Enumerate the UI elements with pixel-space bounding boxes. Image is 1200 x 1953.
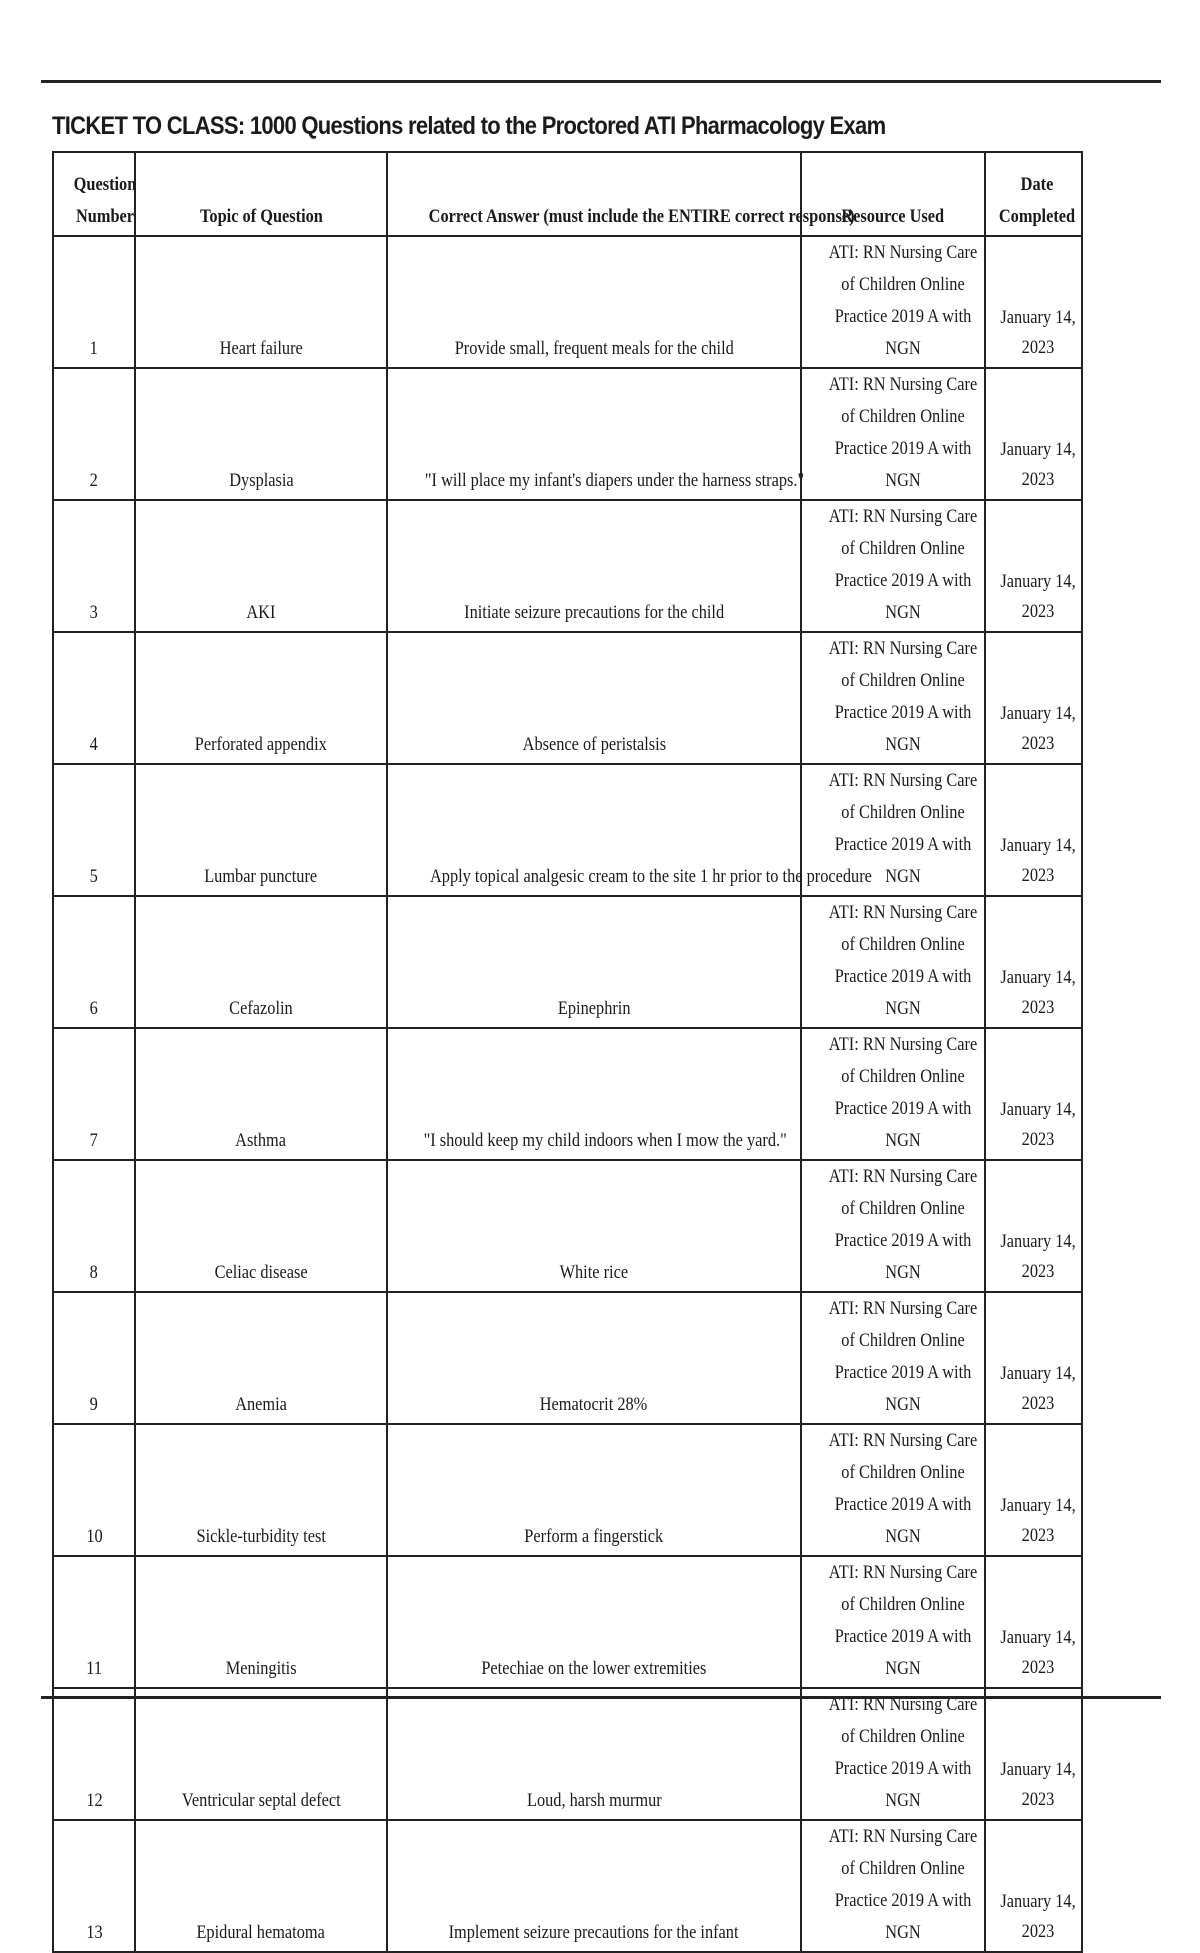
cell-resource: ATI: RN Nursing Care of Children Online Practice 2019 A with NGN: [801, 1820, 985, 1952]
cell-topic: AKI: [135, 500, 387, 632]
cell-date: January 14, 2023: [985, 236, 1082, 368]
cell-date: January 14, 2023: [985, 1688, 1082, 1820]
table-body: [53, 236, 1082, 1952]
cell-topic: Asthma: [135, 1028, 387, 1160]
table-row: [53, 632, 1082, 764]
cell-question-number: 1: [53, 236, 135, 368]
table-row: [53, 1556, 1082, 1688]
cell-date: January 14, 2023: [985, 500, 1082, 632]
cell-topic: Sickle-turbidity test: [135, 1424, 387, 1556]
cell-question-number: 12: [53, 1688, 135, 1820]
questions-table: [52, 151, 1083, 1953]
cell-correct-answer: Absence of peristalsis: [387, 632, 801, 764]
table-row: [53, 764, 1082, 896]
cell-date: January 14, 2023: [985, 764, 1082, 896]
bottom-divider: [41, 1696, 1161, 1699]
top-divider: [41, 80, 1161, 83]
cell-question-number: 4: [53, 632, 135, 764]
table-row: [53, 1820, 1082, 1952]
cell-resource: ATI: RN Nursing Care of Children Online Practice 2019 A with NGN: [801, 1424, 985, 1556]
cell-resource: ATI: RN Nursing Care of Children Online Practice 2019 A with NGN: [801, 500, 985, 632]
cell-date: January 14, 2023: [985, 632, 1082, 764]
cell-date: January 14, 2023: [985, 1160, 1082, 1292]
page-title: TICKET TO CLASS: 1000 Questions related to the Proctored ATI Pharmacology Exam: [52, 112, 886, 140]
cell-question-number: 8: [53, 1160, 135, 1292]
cell-question-number: 5: [53, 764, 135, 896]
cell-correct-answer: Loud, harsh murmur: [387, 1688, 801, 1820]
cell-resource: ATI: RN Nursing Care of Children Online Practice 2019 A with NGN: [801, 632, 985, 764]
cell-date: January 14, 2023: [985, 1424, 1082, 1556]
cell-correct-answer: Initiate seizure precautions for the child: [387, 500, 801, 632]
table-row: [53, 1424, 1082, 1556]
cell-question-number: 6: [53, 896, 135, 1028]
cell-topic: Dysplasia: [135, 368, 387, 500]
cell-correct-answer: Perform a fingerstick: [387, 1424, 801, 1556]
table-row: [53, 1688, 1082, 1820]
cell-question-number: 13: [53, 1820, 135, 1952]
cell-topic: Heart failure: [135, 236, 387, 368]
cell-correct-answer: Epinephrin: [387, 896, 801, 1028]
table-row: [53, 1028, 1082, 1160]
cell-topic: Perforated appendix: [135, 632, 387, 764]
cell-topic: Lumbar puncture: [135, 764, 387, 896]
cell-correct-answer: "I should keep my child indoors when I mow the yard.": [387, 1028, 801, 1160]
header-date: Date Completed: [985, 152, 1082, 236]
cell-correct-answer: Hematocrit 28%: [387, 1292, 801, 1424]
cell-question-number: 2: [53, 368, 135, 500]
table-row: [53, 1160, 1082, 1292]
cell-correct-answer: Implement seizure precautions for the infant: [387, 1820, 801, 1952]
cell-resource: ATI: RN Nursing Care of Children Online Practice 2019 A with NGN: [801, 368, 985, 500]
cell-resource: ATI: RN Nursing Care of Children Online Practice 2019 A with NGN: [801, 236, 985, 368]
cell-correct-answer: Apply topical analgesic cream to the site 1 hr prior to the procedure: [387, 764, 801, 896]
cell-correct-answer: Petechiae on the lower extremities: [387, 1556, 801, 1688]
cell-topic: Ventricular septal defect: [135, 1688, 387, 1820]
header-row: [53, 152, 1082, 236]
cell-topic: Meningitis: [135, 1556, 387, 1688]
cell-topic: Cefazolin: [135, 896, 387, 1028]
cell-correct-answer: White rice: [387, 1160, 801, 1292]
cell-date: January 14, 2023: [985, 1556, 1082, 1688]
cell-resource: ATI: RN Nursing Care of Children Online Practice 2019 A with NGN: [801, 1688, 985, 1820]
cell-correct-answer: Provide small, frequent meals for the child: [387, 236, 801, 368]
table-row: [53, 500, 1082, 632]
cell-topic: Celiac disease: [135, 1160, 387, 1292]
table-row: [53, 368, 1082, 500]
cell-topic: Epidural hematoma: [135, 1820, 387, 1952]
cell-question-number: 3: [53, 500, 135, 632]
cell-resource: ATI: RN Nursing Care of Children Online Practice 2019 A with NGN: [801, 896, 985, 1028]
header-question-number: Question Number: [53, 152, 135, 236]
cell-resource: ATI: RN Nursing Care of Children Online Practice 2019 A with NGN: [801, 1160, 985, 1292]
table-row: [53, 236, 1082, 368]
table-row: [53, 1292, 1082, 1424]
cell-resource: ATI: RN Nursing Care of Children Online Practice 2019 A with NGN: [801, 1028, 985, 1160]
header-topic: Topic of Question: [135, 152, 387, 236]
table-row: [53, 896, 1082, 1028]
cell-question-number: 10: [53, 1424, 135, 1556]
cell-resource: ATI: RN Nursing Care of Children Online Practice 2019 A with NGN: [801, 1556, 985, 1688]
cell-question-number: 7: [53, 1028, 135, 1160]
cell-resource: ATI: RN Nursing Care of Children Online Practice 2019 A with NGN: [801, 764, 985, 896]
cell-date: January 14, 2023: [985, 1820, 1082, 1952]
cell-resource: ATI: RN Nursing Care of Children Online Practice 2019 A with NGN: [801, 1292, 985, 1424]
cell-date: January 14, 2023: [985, 368, 1082, 500]
cell-date: January 14, 2023: [985, 1292, 1082, 1424]
header-correct-answer: Correct Answer (must include the ENTIRE correct response): [387, 152, 801, 236]
cell-date: January 14, 2023: [985, 1028, 1082, 1160]
cell-question-number: 9: [53, 1292, 135, 1424]
header-resource: Resource Used: [801, 152, 985, 236]
cell-question-number: 11: [53, 1556, 135, 1688]
cell-topic: Anemia: [135, 1292, 387, 1424]
cell-correct-answer: "I will place my infant's diapers under the harness straps.": [387, 368, 801, 500]
cell-date: January 14, 2023: [985, 896, 1082, 1028]
